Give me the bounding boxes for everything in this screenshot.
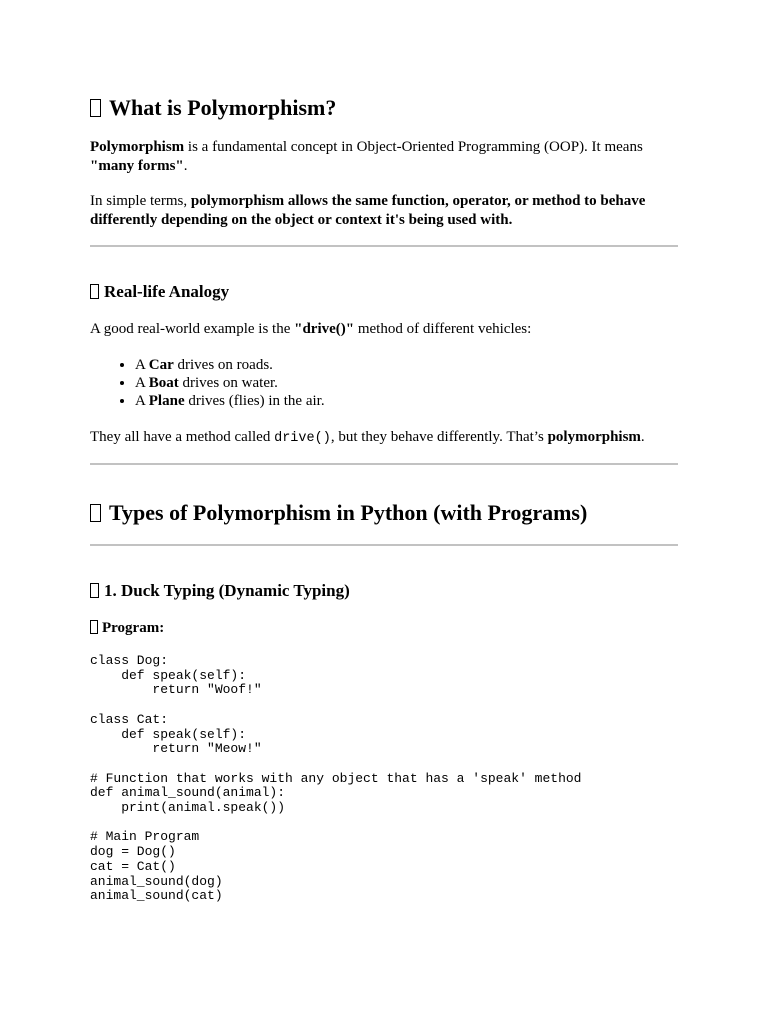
heading-text: 1. Duck Typing (Dynamic Typing) [104, 581, 350, 600]
missing-glyph-icon [90, 620, 98, 634]
item-prefix: A [135, 393, 149, 409]
conclusion-mid: , but they behave differently. That’s [330, 429, 548, 445]
heading-text: What is Polymorphism? [109, 95, 337, 120]
code-block: class Dog: def speak(self): return "Woof!" class Cat: def speak(self): return "Meow!" # Function that works with any object that has a 'speak' method def animal_sound(animal): print(animal.speak()) # Main Program dog = Dog() cat = Cat() animal_sound(dog) animal_sound(cat) [90, 653, 582, 904]
analogy-conclusion [90, 428, 680, 449]
heading-text: Real-life Analogy [104, 282, 230, 301]
heading-real-life-analogy [90, 281, 229, 303]
item-suffix: drives on water. [178, 375, 278, 391]
term-polymorphism: Polymorphism [90, 139, 185, 155]
item-vehicle: Car [148, 357, 174, 373]
term-polymorphism: polymorphism [547, 429, 641, 445]
inline-code-drive: drive() [274, 431, 331, 446]
heading-what-is-polymorphism [90, 95, 336, 121]
definition-paragraph [90, 138, 680, 175]
analogy-intro [90, 320, 680, 339]
item-suffix: drives (flies) in the air. [184, 393, 325, 409]
missing-glyph-icon [90, 284, 99, 299]
definition-text: is a fundamental concept in Object-Oriented Programming (OOP). It means [184, 139, 643, 155]
analogy-intro-text: A good real-world example is the [90, 321, 295, 337]
simple-terms-paragraph [90, 192, 680, 229]
heading-types-of-polymorphism [90, 500, 587, 526]
item-vehicle: Boat [148, 375, 179, 391]
list-item [135, 374, 325, 392]
missing-glyph-icon [90, 504, 101, 522]
analogy-intro-end: method of different vehicles: [354, 321, 532, 337]
vehicle-list [90, 356, 325, 410]
simple-terms-text: In simple terms, [90, 193, 191, 209]
horizontal-rule [90, 245, 678, 247]
list-item [135, 356, 325, 374]
simple-terms-bold: polymorphism allows the same function, operator, or method to behave differently depending on the object or context it's being used with. [90, 193, 646, 228]
missing-glyph-icon [90, 99, 101, 117]
list-item [135, 392, 325, 410]
horizontal-rule [90, 463, 678, 465]
heading-text: Program: [102, 620, 165, 636]
missing-glyph-icon [90, 583, 99, 598]
conclusion-text: They all have a method called [90, 429, 275, 445]
item-suffix: drives on roads. [173, 357, 273, 373]
drive-method-name: "drive()" [294, 321, 355, 337]
heading-program [90, 618, 164, 638]
punctuation: . [640, 429, 645, 445]
punctuation: . [183, 157, 188, 174]
item-prefix: A [135, 357, 149, 373]
heading-text: Types of Polymorphism in Python (with Programs) [109, 500, 588, 525]
item-vehicle: Plane [148, 393, 185, 409]
item-prefix: A [135, 375, 149, 391]
heading-duck-typing [90, 580, 350, 602]
horizontal-rule [90, 544, 678, 546]
term-many-forms: "many forms" [90, 157, 184, 174]
